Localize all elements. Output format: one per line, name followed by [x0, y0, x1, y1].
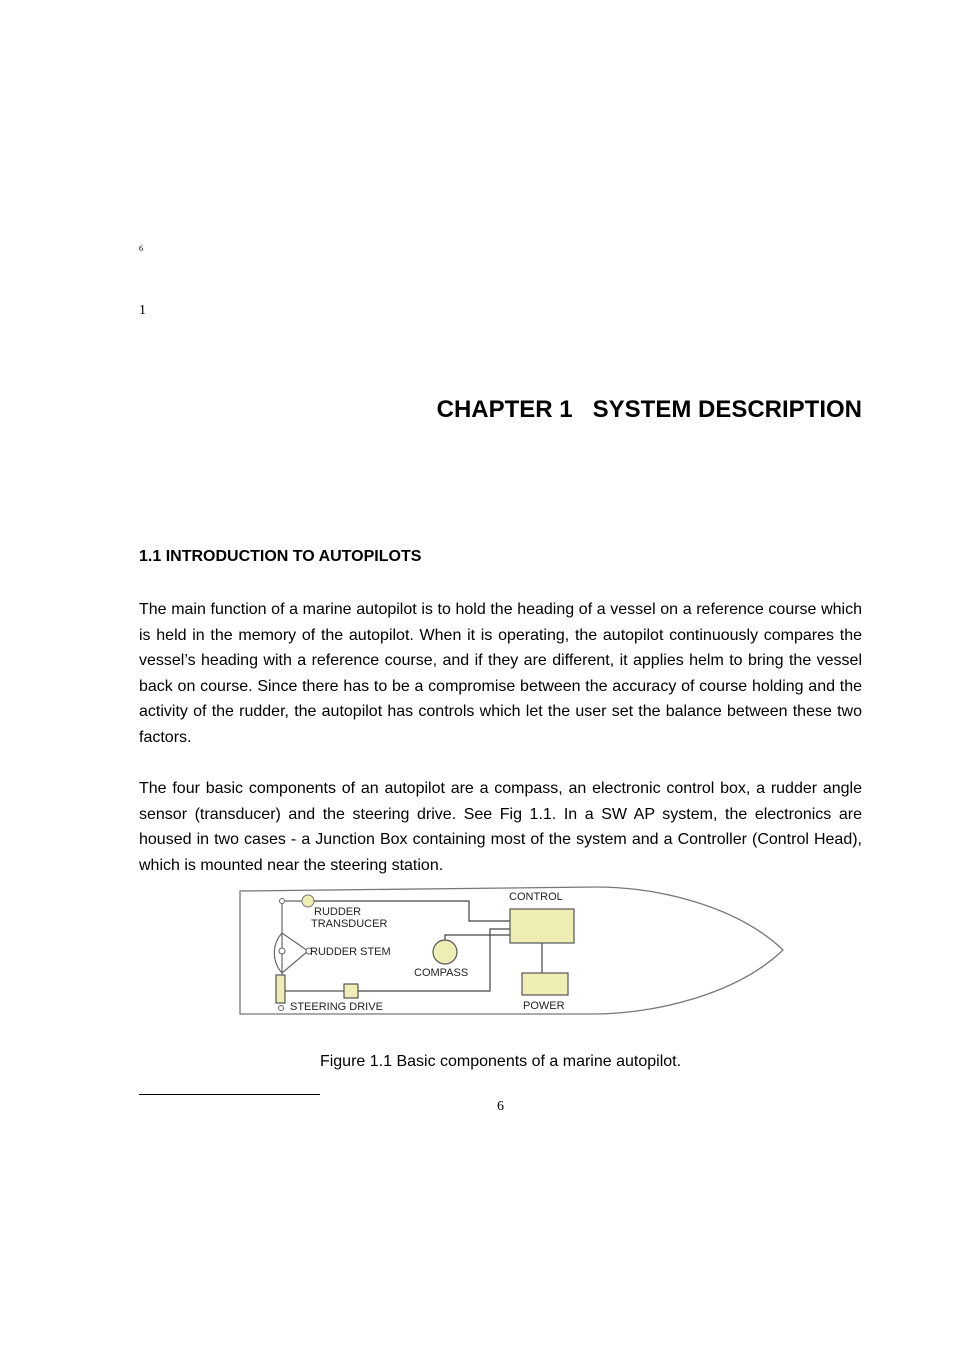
chapter-marker: 1	[139, 303, 146, 318]
label-rudder-stem: RUDDER STEM	[310, 946, 391, 958]
label-compass: COMPASS	[414, 967, 469, 979]
rudder-pivot-top	[280, 899, 285, 904]
label-transducer: TRANSDUCER	[311, 918, 388, 930]
compass-unit	[433, 940, 457, 964]
steering-drive-actuator	[344, 984, 358, 998]
label-steering-drive: STEERING DRIVE	[290, 1001, 383, 1013]
paragraph-1: The main function of a marine autopilot is to hold the heading of a vessel on a reference course which is held in the memory of the autopilot. When it is operating, the autopilot continuously compares the vessel’s heading with a reference course, and if they are different, it applies helm to bring the vessel back on course. Since there has to be a compromise between the accuracy of course holding and the activity of the rudder, the autopilot has controls which let the user set the balance between these two factors.	[139, 601, 862, 746]
control-box	[510, 909, 574, 943]
chapter-title: CHAPTER 1 SYSTEM DESCRIPTION	[436, 396, 862, 423]
label-control: CONTROL	[509, 891, 563, 903]
footnote-reference: 6	[139, 244, 143, 253]
label-rudder: RUDDER	[314, 906, 362, 918]
page-number: 6	[497, 1099, 504, 1114]
steering-drive-pivot	[279, 1006, 284, 1011]
power-box	[522, 973, 568, 995]
section-title: 1.1 INTRODUCTION TO AUTOPILOTS	[139, 548, 422, 565]
rudder-transducer	[302, 895, 314, 907]
figure-caption: Figure 1.1 Basic components of a marine autopilot.	[319, 1053, 682, 1070]
autopilot-diagram	[236, 885, 786, 1020]
rudder-pivot	[279, 948, 285, 954]
steering-drive-body	[276, 975, 285, 1003]
paragraph-2: The four basic components of an autopilot are a compass, an electronic control box, a rudder angle sensor (transducer) and the steering drive. See Fig 1.1. In a SW AP system, the electronics are housed in two cases - a Junction Box containing most of the system and a Controller (Control Head), which is mounted near the steering station.	[139, 780, 862, 874]
footnote-separator	[139, 1094, 320, 1095]
label-power: POWER	[523, 1000, 565, 1012]
steering-wire	[356, 929, 510, 991]
